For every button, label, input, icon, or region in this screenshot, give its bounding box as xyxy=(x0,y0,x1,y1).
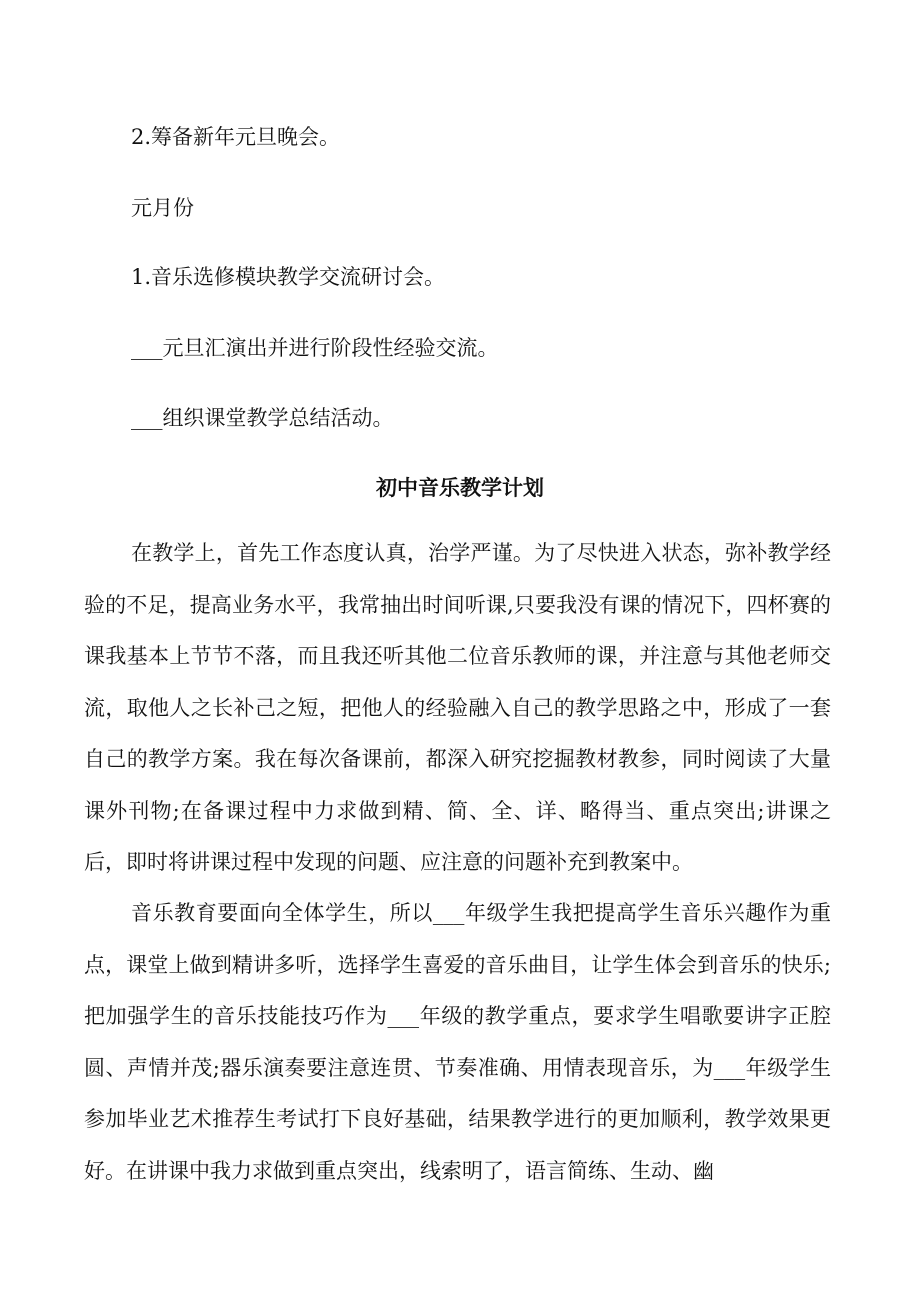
body-paragraph-2: 音乐教育要面向全体学生，所以___年级学生我把提高学生音乐兴趣作为重点，课堂上做到精讲多听，选择学生喜爱的音乐曲目，让学生体会到音乐的快乐;把加强学生的音乐技能技巧作为___年级的教学重点，要求学生唱歌要讲字正腔圆、声情并茂;器乐演奏要注意连贯、节奏准确、用情表现音乐，为___年级学生参加毕业艺术推荐生考试打下良好基础，结果教学进行的更加顺利，教学效果更好。在讲课中我力求做到重点突出，线索明了，语言简练、生动、幽 xyxy=(84,901,831,1183)
month-heading: 元月份 xyxy=(131,196,194,220)
section-title: 初中音乐教学计划 xyxy=(376,475,544,500)
body-paragraph-1: 在教学上，首先工作态度认真，治学严谨。为了尽快进入状态，弥补教学经验的不足，提高业务水平，我常抽出时间听课,只要我没有课的情况下，四杯赛的课我基本上节节不落，而且我还听其他二位音乐教师的课，并注意与其他老师交流，取他人之长补己之短，把他人的经验融入自己的教学思路之中，形成了一套自己的教学方案。我在每次备课前，都深入研究挖掘教材教参，同时阅读了大量课外刊物;在备课过程中力求做到精、简、全、详、略得当、重点突出;讲课之后，即时将讲课过程中发现的问题、应注意的问题补充到教案中。 xyxy=(84,541,831,874)
list-item-performance: ___元旦汇演出并进行阶段性经验交流。 xyxy=(131,336,499,360)
list-item-seminar: 1.音乐选修模块教学交流研讨会。 xyxy=(131,265,446,289)
list-item-prepare-gala: 2.筹备新年元旦晚会。 xyxy=(131,125,341,149)
list-item-summary: ___组织课堂教学总结活动。 xyxy=(131,406,394,430)
